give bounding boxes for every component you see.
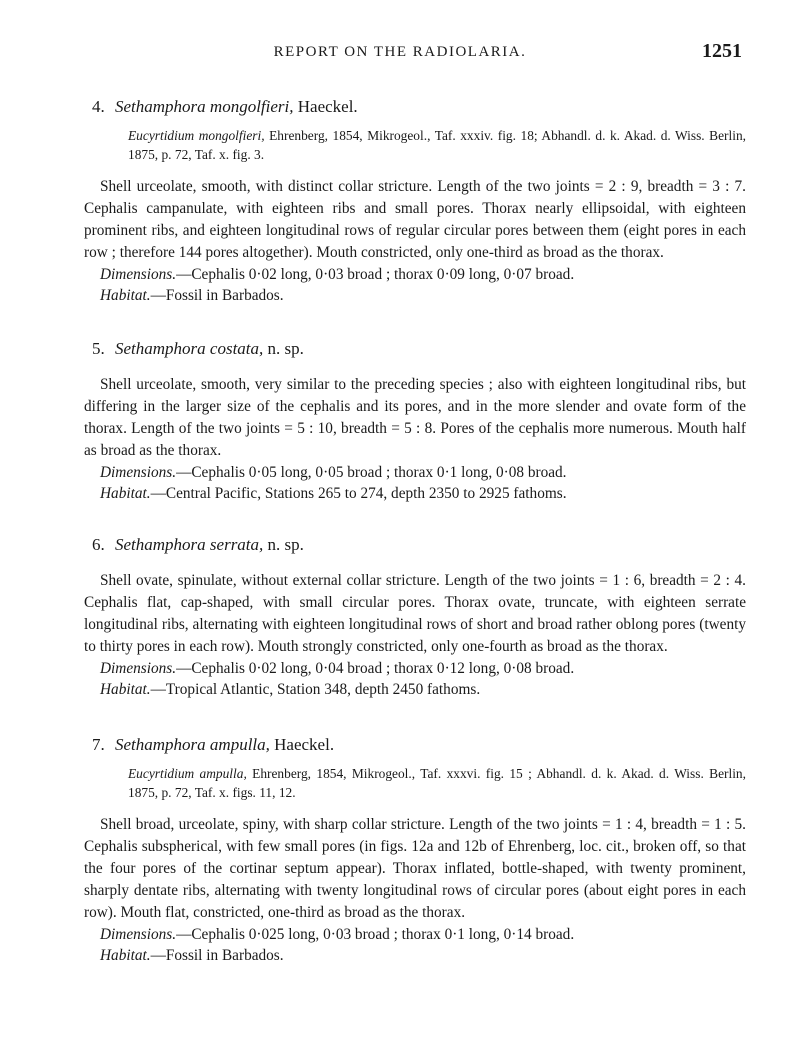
habitat [84, 285, 746, 306]
dimensions-value: —Cephalis 0·02 long, 0·04 broad ; thorax 0·12 long, 0·08 broad. [176, 660, 575, 677]
species-title [92, 534, 746, 556]
species-number: 5. [92, 339, 105, 358]
species-title [92, 96, 746, 118]
dimensions [84, 658, 746, 679]
habitat-value: —Fossil in Barbados. [150, 947, 284, 964]
species-author: Haeckel. [297, 97, 358, 116]
synonym-reference: Ehrenberg, 1854, Mikrogeol., Taf. xxxiv. fig. 18; Abhandl. d. k. Akad. d. Wiss. Berlin, 1875, p. 72, Taf. x. fig. 3. [128, 128, 746, 162]
dimensions-label: Dimensions. [100, 266, 177, 283]
species-entry [84, 734, 746, 966]
species-entry [84, 338, 746, 504]
synonym-name: Eucyrtidium ampulla, [128, 766, 247, 781]
page-header [0, 40, 800, 70]
species-author: Haeckel. [274, 735, 335, 754]
page-body [84, 96, 746, 966]
dimensions-value: —Cephalis 0·025 long, 0·03 broad ; thorax 0·1 long, 0·14 broad. [176, 926, 575, 943]
species-number: 7. [92, 735, 105, 754]
dimensions-label: Dimensions. [100, 660, 177, 677]
dimensions [84, 462, 746, 483]
page-number: 1251 [702, 40, 742, 62]
description: Shell ovate, spinulate, without external collar stricture. Length of the two joints = 1 : 6, breadth = 2 : 4. Cephalis flat, cap-shaped, with small circular pores. Thorax ovate, truncate, with eighteen serrate longitudinal ribs, alternating with eighteen longitudinal rows of short and broad rather oblong pores (twenty to thirty pores in each row). Mouth strongly constricted, only one-fourth as broad as the thorax. [84, 572, 746, 655]
synonym-name: Eucyrtidium mongolfieri, [128, 128, 265, 143]
species-number: 6. [92, 535, 105, 554]
description: Shell broad, urceolate, spiny, with sharp collar stricture. Length of the two joints = 1 : 4, breadth = 1 : 5. Cephalis subspherical, with few small pores (in figs. 12a and 12b of Ehrenberg, loc. cit., broken off, so that the four pores of the cortinar septum appear). Thorax inflated, bottle-shaped, with twenty prominent, sharply dentate ribs, alternating with twenty longitudinal rows of circular pores (about eight pores in each row). Mouth flat, constricted, one-third as broad as the thorax. [84, 816, 746, 921]
running-title: REPORT ON THE RADIOLARIA. [273, 44, 527, 60]
habitat-value: —Tropical Atlantic, Station 348, depth 2450 fathoms. [150, 681, 481, 698]
species-name: Sethamphora costata, [115, 339, 264, 358]
description: Shell urceolate, smooth, with distinct collar stricture. Length of the two joints = 2 : 9, breadth = 3 : 7. Cephalis campanulate, with eighteen ribs and small pores. Thorax nearly ellipsoidal, with eighteen prominent ribs, and eighteen longitudinal rows of regular circular pores between them (eight pores in each row ; therefore 144 pores altogether). Mouth constricted, only one-third as broad as the thorax. [84, 178, 746, 261]
species-title [92, 734, 746, 756]
synonym [128, 126, 746, 164]
habitat [84, 945, 746, 966]
species-author: n. sp. [267, 339, 304, 358]
description: Shell urceolate, smooth, very similar to the preceding species ; also with eighteen longitudinal ribs, but differing in the larger size of the cephalis and its pores, and in the more slender and ovate form of the thorax. Length of the two joints = 5 : 10, breadth = 5 : 8. Pores of the cephalis more numerous. Mouth half as broad as the thorax. [84, 376, 746, 459]
dimensions-value: —Cephalis 0·05 long, 0·05 broad ; thorax 0·1 long, 0·08 broad. [176, 464, 567, 481]
synonym-reference: Ehrenberg, 1854, Mikrogeol., Taf. xxxvi. fig. 15 ; Abhandl. d. k. Akad. d. Wiss. Berlin, 1875, p. 72, Taf. x. figs. 11, 12. [128, 766, 746, 800]
habitat-value: —Fossil in Barbados. [150, 287, 284, 304]
habitat-label: Habitat. [100, 681, 151, 698]
habitat [84, 483, 746, 504]
species-title [92, 338, 746, 360]
species-entry [84, 96, 746, 306]
habitat-value: —Central Pacific, Stations 265 to 274, depth 2350 to 2925 fathoms. [150, 485, 567, 502]
species-entry [84, 534, 746, 700]
habitat-label: Habitat. [100, 287, 151, 304]
dimensions-value: —Cephalis 0·02 long, 0·03 broad ; thorax 0·09 long, 0·07 broad. [176, 266, 575, 283]
species-name: Sethamphora ampulla, [115, 735, 270, 754]
habitat-label: Habitat. [100, 485, 151, 502]
species-name: Sethamphora serrata, [115, 535, 264, 554]
dimensions-label: Dimensions. [100, 926, 177, 943]
dimensions [84, 924, 746, 945]
dimensions-label: Dimensions. [100, 464, 177, 481]
dimensions [84, 264, 746, 285]
habitat-label: Habitat. [100, 947, 151, 964]
synonym [128, 764, 746, 802]
species-number: 4. [92, 97, 105, 116]
species-author: n. sp. [267, 535, 304, 554]
species-name: Sethamphora mongolfieri, [115, 97, 294, 116]
habitat [84, 679, 746, 700]
